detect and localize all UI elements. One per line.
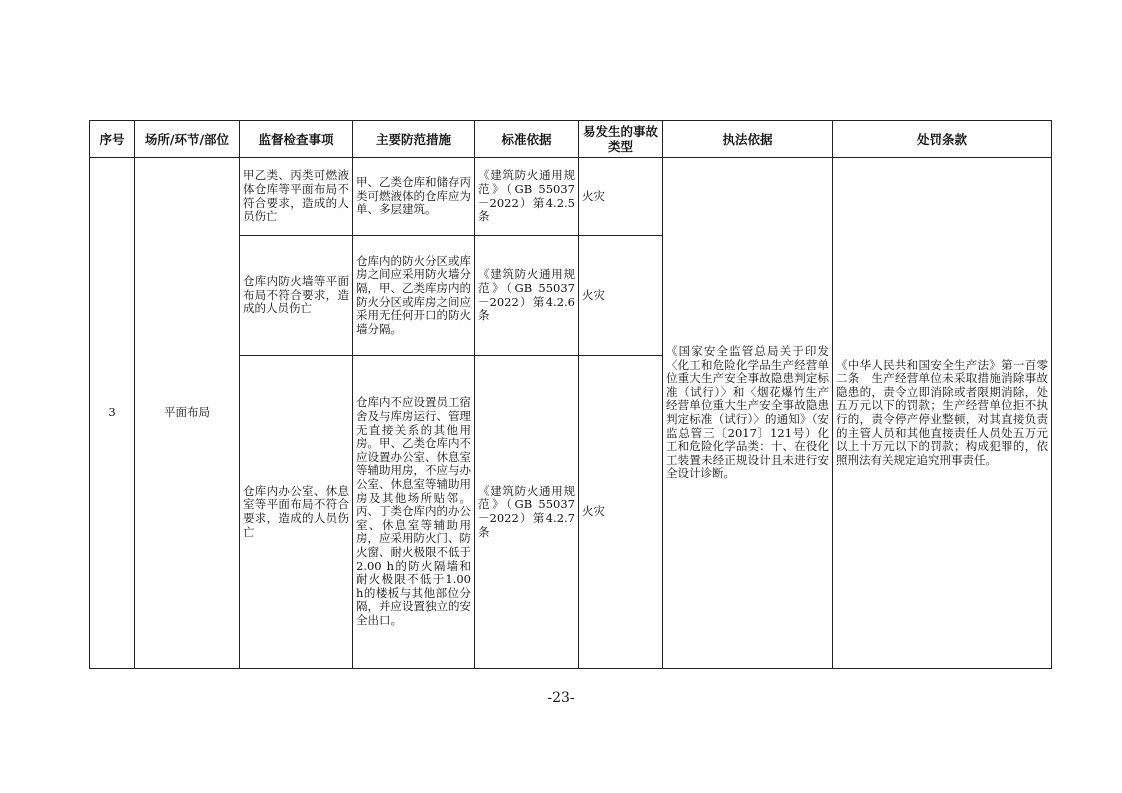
header-prevention-measure: 主要防范措施	[353, 121, 475, 158]
table-header-row	[90, 121, 1052, 158]
seq-cell: 3	[90, 158, 135, 669]
header-inspection-item: 监督检查事项	[240, 121, 353, 158]
accident-type-cell: 火灾	[579, 236, 663, 356]
standard-basis-cell: 《建筑防火通用规范》（GB 55037－2022）第4.2.5条	[475, 158, 579, 236]
header-standard-basis: 标准依据	[475, 121, 579, 158]
prevention-measure-cell: 仓库内的防火分区或库房之间应采用防火墙分隔，甲、乙类库房内的防火分区或库房之间应采用无任何开口的防火墙分隔。	[353, 236, 475, 356]
page-number: -23-	[547, 690, 575, 706]
inspection-item-cell: 仓库内防火墙等平面布局不符合要求，造成的人员伤亡	[240, 236, 353, 356]
header-accident-type: 易发生的事故类型	[579, 121, 663, 158]
header-law-basis: 执法依据	[663, 121, 833, 158]
header-penalty: 处罚条款	[833, 121, 1052, 158]
inspection-item-cell: 甲乙类、丙类可燃液体仓库等平面布局不符合要求，造成的人员伤亡	[240, 158, 353, 236]
prevention-measure-cell: 仓库内不应设置员工宿舍及与库房运行、管理无直接关系的其他用房。甲、乙类仓库内不应设置办公室、休息室等辅助用房，不应与办公室、休息室等辅助用房及其他场所贴邻。丙、丁类仓库内的办公室、休息室等辅助用房，应采用防火门、防火窗、耐火极限不低于2.00 h的防火隔墙和耐火极限不低于1.00 h的楼板与其他部位分隔，并应设置独立的安全出口。	[353, 356, 475, 669]
location-cell: 平面布局	[135, 158, 240, 669]
table-row	[90, 158, 1052, 236]
header-location: 场所/环节/部位	[135, 121, 240, 158]
accident-type-cell: 火灾	[579, 356, 663, 669]
accident-type-cell: 火灾	[579, 158, 663, 236]
standard-basis-cell: 《建筑防火通用规范》（GB 55037－2022）第4.2.6条	[475, 236, 579, 356]
inspection-table	[89, 120, 1052, 669]
header-seq: 序号	[90, 121, 135, 158]
law-basis-cell: 《国家安全监管总局关于印发〈化工和危险化学品生产经营单位重大生产安全事故隐患判定标准（试行）〉和〈烟花爆竹生产经营单位重大生产安全事故隐患判定标准（试行）〉的通知》（安监总管三〔2017〕121号）化工和危险化学品类：十、在役化工装置未经正规设计且未进行安全设计诊断。	[663, 158, 833, 669]
inspection-item-cell: 仓库内办公室、休息室等平面布局不符合要求，造成的人员伤亡	[240, 356, 353, 669]
penalty-cell: 《中华人民共和国安全生产法》第一百零二条 生产经营单位未采取措施消除事故隐患的，责令立即消除或者限期消除，处五万元以下的罚款；生产经营单位拒不执行的，责令停产停业整顿，对其直接负责的主管人员和其他直接责任人员处五万元以上十万元以下的罚款；构成犯罪的，依照刑法有关规定追究刑事责任。	[833, 158, 1052, 669]
prevention-measure-cell: 甲、乙类仓库和储存丙类可燃液体的仓库应为单、多层建筑。	[353, 158, 475, 236]
standard-basis-cell: 《建筑防火通用规范》（GB 55037－2022）第4.2.7条	[475, 356, 579, 669]
